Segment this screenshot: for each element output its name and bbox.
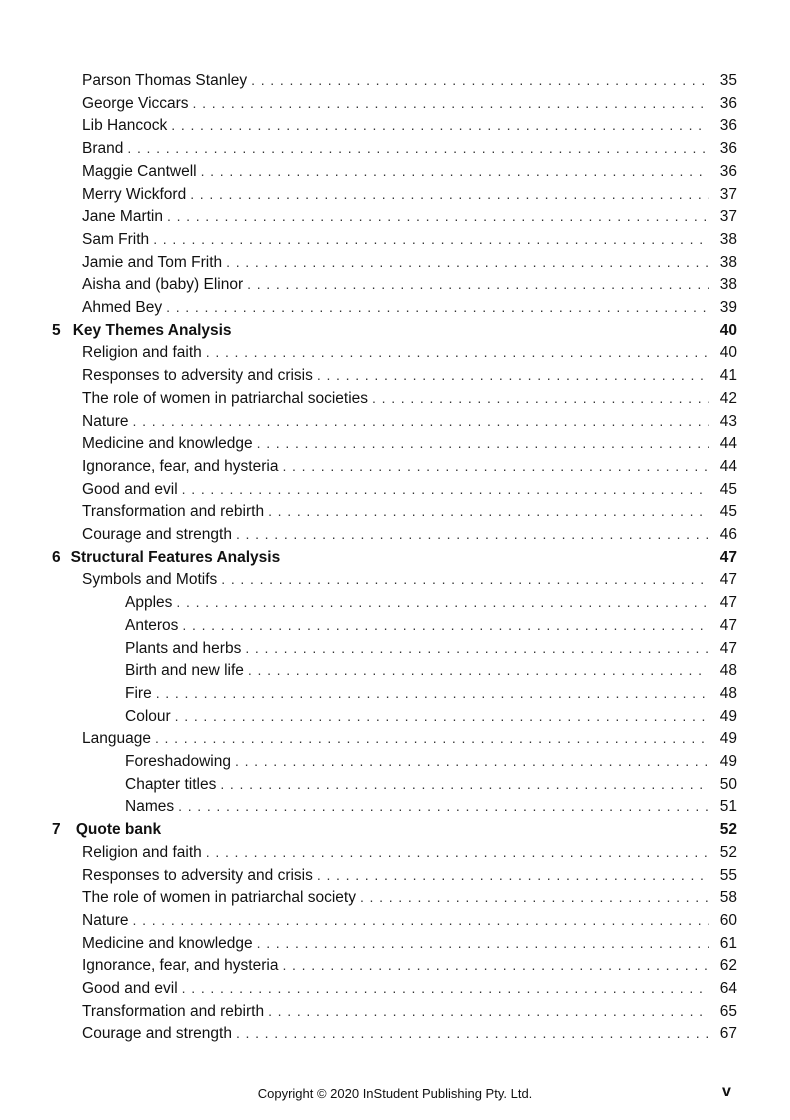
toc-entry[interactable] <box>82 387 737 410</box>
toc-entry-title: Medicine and knowledge <box>82 934 253 952</box>
dot-leader <box>178 795 709 818</box>
dot-leader <box>257 432 709 455</box>
toc-entry-page: 47 <box>719 548 737 566</box>
toc-entry[interactable] <box>82 977 737 1000</box>
toc-entry-page: 62 <box>719 957 737 975</box>
toc-entry[interactable] <box>125 637 737 660</box>
toc-entry-title: Parson Thomas Stanley <box>82 72 248 89</box>
dot-leader <box>133 410 709 433</box>
dot-leader <box>171 114 709 137</box>
toc-entry[interactable] <box>82 364 737 387</box>
toc-entry-title: Good and evil <box>82 480 178 498</box>
toc-entry-page: 65 <box>719 1002 737 1020</box>
toc-section-heading[interactable] <box>52 319 737 342</box>
toc-entry[interactable] <box>82 273 737 296</box>
toc-entry-page: 38 <box>719 253 737 271</box>
toc-entry[interactable] <box>82 932 737 955</box>
toc-entry-page: 49 <box>719 753 737 770</box>
toc-entry-title: Sam Frith <box>82 230 150 248</box>
toc-entry[interactable] <box>125 614 737 637</box>
dot-leader <box>245 637 709 660</box>
toc-entry-title: Maggie Cantwell <box>82 162 197 180</box>
toc-entry-title: Good and evil <box>82 980 178 997</box>
toc-entry-title: Medicine and knowledge <box>82 435 253 453</box>
toc-entry-title: Ignorance, fear, and hysteria <box>82 957 279 975</box>
toc-entry-page: 55 <box>719 866 737 884</box>
page-number: v <box>722 1083 731 1100</box>
toc-entry-title: The role of women in patriarchal societies <box>82 389 369 407</box>
dot-leader <box>236 523 709 546</box>
toc-entry-page: 39 <box>719 299 737 316</box>
toc-entry-page: 47 <box>719 571 737 589</box>
dot-leader <box>153 228 709 251</box>
toc-entry[interactable] <box>82 92 737 115</box>
dot-leader <box>127 137 709 160</box>
toc-entry-page: 49 <box>719 707 737 725</box>
dot-leader <box>282 954 709 977</box>
toc-entry-page: 38 <box>719 230 737 248</box>
dot-leader <box>372 387 709 410</box>
copyright-notice: Copyright © 2020 InStudent Publishing Pty. Ltd. <box>257 1086 533 1101</box>
toc-entry[interactable] <box>82 954 737 977</box>
toc-entry[interactable] <box>125 750 737 773</box>
dot-leader <box>190 183 709 206</box>
toc-entry[interactable] <box>82 228 737 251</box>
toc-entry-title: Colour <box>125 707 171 725</box>
dot-leader <box>220 773 709 796</box>
dot-leader <box>360 886 709 909</box>
toc-entry-title: Anteros <box>125 616 179 634</box>
toc-entry-title: Chapter titles <box>125 775 217 793</box>
toc-entry-page: 60 <box>719 911 737 929</box>
toc-entry[interactable] <box>125 659 737 682</box>
toc-entry-page: 58 <box>719 889 737 907</box>
dot-leader <box>247 273 709 296</box>
toc-entry-title: Symbols and Motifs <box>82 571 218 589</box>
toc-entry-title: Religion and faith <box>82 843 202 861</box>
toc-entry-title: Courage and strength <box>82 526 232 543</box>
toc-entry-page: 35 <box>719 72 737 89</box>
toc-entry-page: 46 <box>719 526 737 543</box>
toc-entry[interactable] <box>82 137 737 160</box>
toc-entry-title: Responses to adversity and crisis <box>82 866 313 884</box>
dot-leader <box>226 251 709 274</box>
toc-entry-title: Language <box>82 730 151 748</box>
toc-entry-page: 50 <box>719 775 737 793</box>
toc-entry-page: 40 <box>719 344 737 362</box>
toc-entry[interactable] <box>82 500 737 523</box>
dot-leader <box>176 591 709 614</box>
toc-entry-page: 49 <box>719 730 737 748</box>
toc-entry-page: 43 <box>719 412 737 430</box>
toc-entry[interactable] <box>82 478 737 501</box>
toc-entry[interactable] <box>82 886 737 909</box>
section-number: 6 <box>52 548 61 566</box>
toc-entry[interactable] <box>82 205 737 228</box>
toc-entry[interactable] <box>82 1022 737 1045</box>
toc-entry-title: Responses to adversity and crisis <box>82 367 313 385</box>
toc-entry[interactable] <box>82 341 737 364</box>
toc-entry-page: 44 <box>719 457 737 475</box>
toc-entry-page: 40 <box>719 321 737 339</box>
dot-leader <box>201 160 709 183</box>
toc-entry-page: 48 <box>719 662 737 680</box>
toc-entry-page: 36 <box>719 162 737 180</box>
toc-entry-page: 42 <box>719 389 737 407</box>
toc-entry[interactable] <box>82 160 737 183</box>
toc-entry-page: 45 <box>719 503 737 521</box>
toc-entry-page: 61 <box>719 934 737 952</box>
dot-leader <box>193 92 709 115</box>
dot-leader <box>268 1000 709 1023</box>
toc-entry-title: Merry Wickford <box>82 185 187 203</box>
toc-entry[interactable] <box>82 523 737 546</box>
toc-entry-page: 52 <box>719 821 737 839</box>
toc-entry[interactable] <box>82 251 737 274</box>
toc-entry-title: Foreshadowing <box>125 753 231 770</box>
toc-entry-page: 51 <box>719 798 737 816</box>
toc-entry[interactable] <box>125 682 737 705</box>
toc-entry[interactable] <box>82 455 737 478</box>
toc-entry-title: Names <box>125 798 175 816</box>
toc-entry-page: 37 <box>719 185 737 203</box>
toc-entry-page: 36 <box>719 140 737 158</box>
toc-entry-page: 67 <box>719 1025 737 1043</box>
dot-leader <box>236 1022 709 1045</box>
dot-leader <box>317 364 709 387</box>
dot-leader <box>257 932 709 955</box>
dot-leader <box>166 296 709 319</box>
dot-leader <box>133 909 709 932</box>
section-number: 7 <box>52 821 61 839</box>
toc-entry[interactable] <box>82 841 737 864</box>
toc-entry[interactable] <box>82 432 737 455</box>
toc-entry-page: 48 <box>719 684 737 702</box>
section-number: 5 <box>52 321 61 339</box>
toc-entry-title: Transformation and rebirth <box>82 503 265 521</box>
toc-entry-page: 47 <box>719 639 737 657</box>
toc-entry-page: 47 <box>719 594 737 612</box>
dot-leader <box>206 841 709 864</box>
toc-entry-page: 41 <box>719 367 737 385</box>
toc-entry-page: 45 <box>719 480 737 498</box>
toc-section-heading[interactable] <box>52 546 737 569</box>
dot-leader <box>182 614 709 637</box>
toc-entry[interactable] <box>125 591 737 614</box>
toc-entry[interactable] <box>82 864 737 887</box>
toc-entry-title: The role of women in patriarchal society <box>82 889 356 907</box>
dot-leader <box>206 341 709 364</box>
toc-entry-title: Lib Hancock <box>82 117 168 135</box>
toc-entry-title: Nature <box>82 911 129 929</box>
dot-leader <box>282 455 709 478</box>
toc-entry-title: Fire <box>125 684 152 702</box>
toc-entry-page: 36 <box>719 94 737 112</box>
toc-entry-title: Brand <box>82 140 124 158</box>
dot-leader <box>248 659 709 682</box>
toc-entry-title: Ahmed Bey <box>82 299 163 316</box>
toc-entry-page: 44 <box>719 435 737 453</box>
toc-entry-title: Key Themes Analysis <box>72 321 232 339</box>
dot-leader <box>167 205 709 228</box>
toc-entry-page: 52 <box>719 843 737 861</box>
toc-entry-title: Religion and faith <box>82 344 202 362</box>
dot-leader <box>251 69 709 92</box>
toc-entry[interactable] <box>82 69 737 92</box>
toc-entry-title: Aisha and (baby) Elinor <box>82 276 244 294</box>
toc-section-heading[interactable] <box>52 818 737 841</box>
dot-leader <box>175 705 709 728</box>
dot-leader <box>317 864 709 887</box>
toc-entry-page: 38 <box>719 276 737 294</box>
toc-entry-page: 47 <box>719 616 737 634</box>
toc-entry-title: Structural Features Analysis <box>70 548 281 566</box>
toc-entry-title: Nature <box>82 412 129 430</box>
toc-entry-title: George Viccars <box>82 94 189 112</box>
toc-entry[interactable] <box>82 568 737 591</box>
toc-entry-title: Ignorance, fear, and hysteria <box>82 457 279 475</box>
toc-entry-title: Quote bank <box>75 821 162 839</box>
toc-entry-title: Plants and herbs <box>125 639 242 657</box>
toc-entry-title: Birth and new life <box>125 662 244 680</box>
toc-entry[interactable] <box>125 773 737 796</box>
toc-entry[interactable] <box>82 296 737 319</box>
toc-entry-title: Transformation and rebirth <box>82 1002 265 1020</box>
toc-entry-page: 64 <box>719 980 737 997</box>
toc-entry-title: Jamie and Tom Frith <box>82 253 223 271</box>
dot-leader <box>156 682 709 705</box>
dot-leader <box>155 727 709 750</box>
toc-entry[interactable] <box>125 705 737 728</box>
toc-entry[interactable] <box>82 410 737 433</box>
toc-entry[interactable] <box>82 183 737 206</box>
toc-entry[interactable] <box>82 114 737 137</box>
dot-leader <box>182 478 709 501</box>
toc-entry-title: Courage and strength <box>82 1025 232 1043</box>
toc-entry[interactable] <box>82 909 737 932</box>
toc-entry-title: Apples <box>125 594 173 612</box>
dot-leader <box>235 750 709 773</box>
toc-entry-title: Jane Martin <box>82 208 163 226</box>
toc-entry[interactable] <box>82 727 737 750</box>
dot-leader <box>221 568 709 591</box>
toc-entry-page: 37 <box>719 208 737 226</box>
dot-leader <box>182 977 709 1000</box>
toc-entry-page: 36 <box>719 117 737 135</box>
dot-leader <box>268 500 709 523</box>
toc-entry[interactable] <box>82 1000 737 1023</box>
toc-entry[interactable] <box>125 795 737 818</box>
